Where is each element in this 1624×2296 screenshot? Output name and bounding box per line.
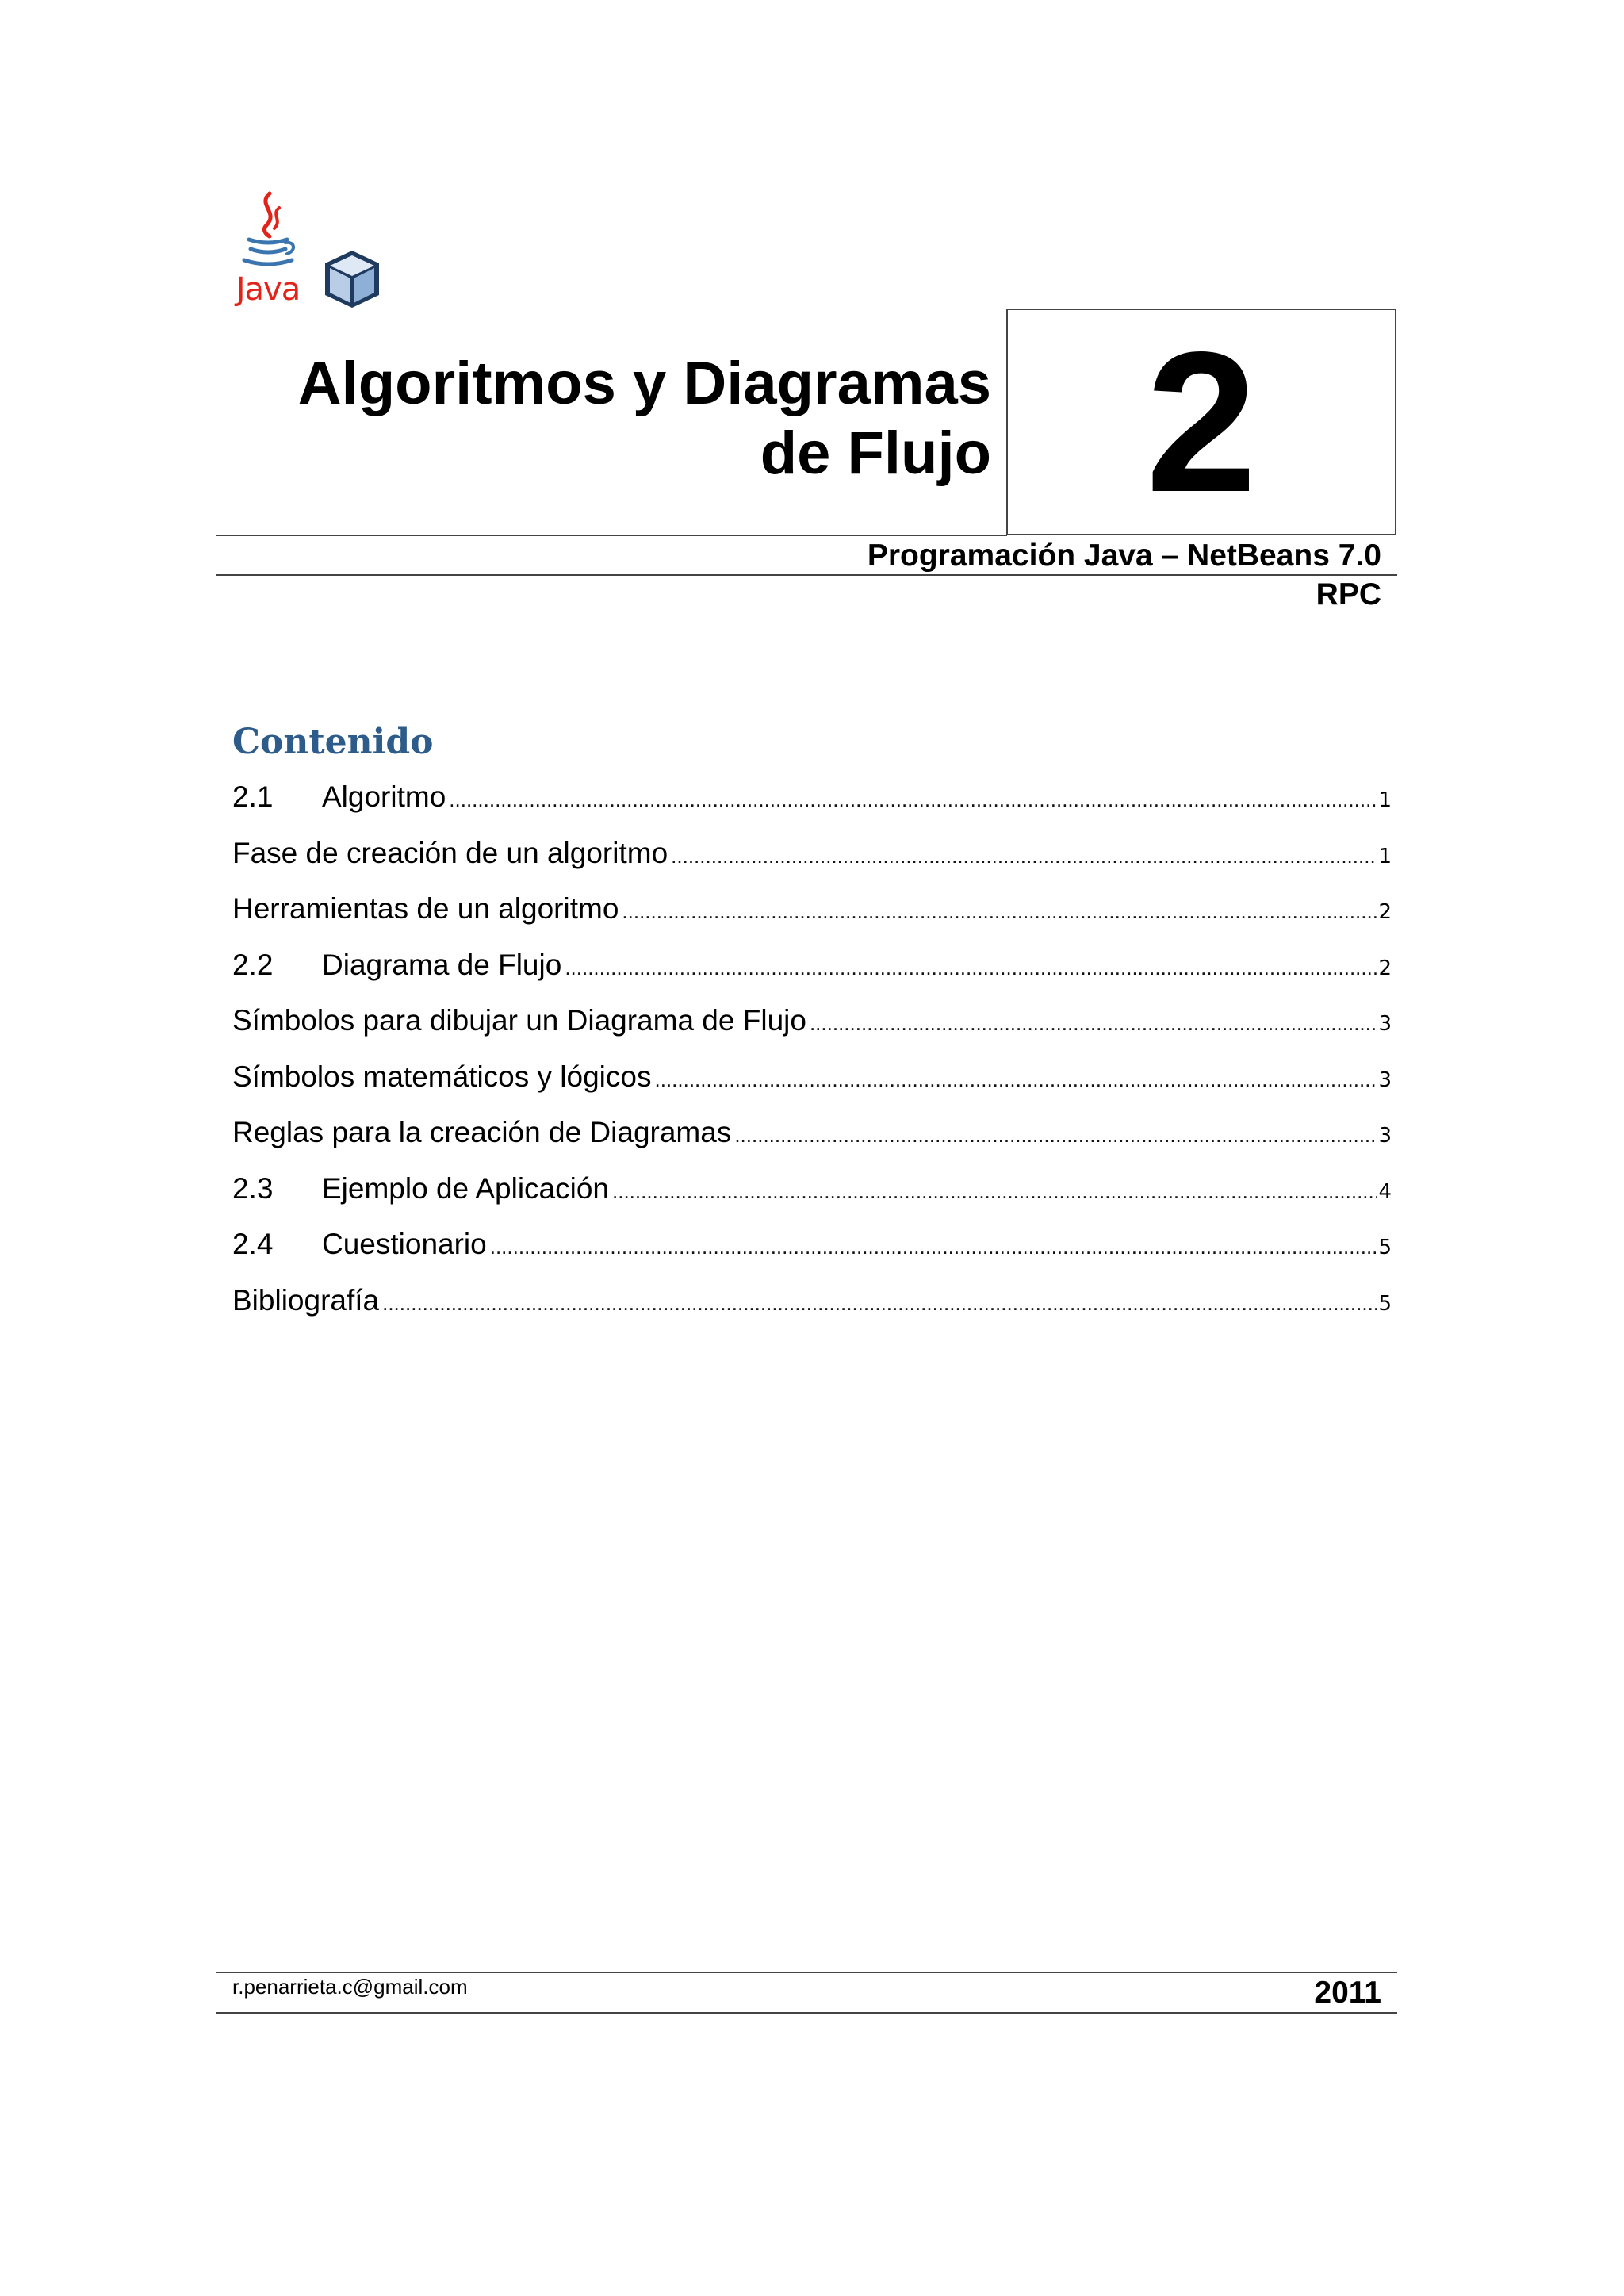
header-rule-top	[216, 535, 1007, 536]
java-coffee-cup-icon	[235, 190, 301, 273]
toc-dot-leader	[490, 1223, 1377, 1271]
footer-rule-bottom	[216, 2012, 1397, 2014]
toc-entry-number: 2.1	[232, 780, 274, 813]
toc-entry-page: 4	[1378, 1179, 1392, 1204]
toc-dot-leader	[810, 999, 1377, 1047]
toc-dot-leader	[612, 1167, 1377, 1215]
toc-entry-title: Reglas para la creación de Diagramas	[232, 1116, 732, 1148]
toc-entry-title: Ejemplo de Aplicación	[322, 1171, 609, 1205]
toc-entry-page: 2	[1378, 900, 1392, 924]
course-subtitle: Programación Java – NetBeans 7.0	[867, 539, 1381, 573]
toc-entry-page: 2	[1378, 956, 1392, 980]
header-rule-bottom	[216, 574, 1397, 576]
toc-dot-leader	[671, 832, 1377, 880]
toc-entry[interactable]	[232, 997, 1392, 1053]
chapter-title-line-2: de Flujo	[760, 420, 991, 487]
toc-entry-page: 5	[1378, 1236, 1392, 1259]
netbeans-logo	[320, 247, 384, 311]
toc-entry-title: Fase de creación de un algoritmo	[232, 836, 668, 869]
chapter-number: 2	[1145, 311, 1258, 534]
toc-dot-leader	[654, 1056, 1377, 1103]
toc-dot-leader	[565, 944, 1377, 991]
toc-entry-title: Cuestionario	[322, 1228, 487, 1260]
chapter-number-box	[1006, 309, 1396, 535]
toc-entry-number: 2.4	[232, 1228, 274, 1260]
toc-entry[interactable]	[232, 1109, 1392, 1165]
table-of-contents	[232, 773, 1392, 1332]
chapter-title-line-1: Algoritmos y Diagramas	[297, 350, 991, 417]
footer-email: r.penarrieta.c@gmail.com	[232, 1975, 468, 1999]
toc-entry-title: Herramientas de un algoritmo	[232, 892, 619, 925]
toc-dot-leader	[449, 776, 1377, 823]
toc-entry[interactable]	[232, 1165, 1392, 1221]
toc-entry-title: Diagrama de Flujo	[322, 948, 562, 981]
toc-entry[interactable]	[232, 1277, 1392, 1333]
toc-entry-page: 3	[1378, 1124, 1392, 1148]
java-logo	[235, 190, 301, 312]
footer-year: 2011	[1314, 1976, 1381, 2010]
toc-entry-title: Algoritmo	[322, 780, 446, 813]
toc-entry[interactable]	[232, 1053, 1392, 1110]
footer-rule-top	[216, 1972, 1397, 1973]
netbeans-cube-icon	[320, 247, 384, 311]
chapter-title	[298, 349, 991, 489]
toc-entry[interactable]	[232, 1221, 1392, 1277]
java-logo-text: Java	[236, 271, 301, 308]
toc-entry-number: 2.3	[232, 1171, 274, 1205]
toc-entry-page: 1	[1378, 844, 1392, 868]
toc-dot-leader	[734, 1111, 1377, 1159]
toc-dot-leader	[622, 887, 1377, 935]
toc-entry-page: 3	[1378, 1068, 1392, 1092]
toc-entry[interactable]	[232, 941, 1392, 998]
toc-entry-number: 2.2	[232, 948, 274, 981]
toc-entry-page: 5	[1378, 1291, 1392, 1316]
toc-dot-leader	[382, 1279, 1377, 1327]
toc-entry[interactable]	[232, 885, 1392, 941]
toc-entry-title: Símbolos para dibujar un Diagrama de Flujo	[232, 1004, 806, 1037]
course-code: RPC	[1316, 577, 1381, 611]
toc-entry[interactable]	[232, 773, 1392, 830]
toc-entry-title: Bibliografía	[232, 1283, 380, 1317]
toc-entry-page: 3	[1378, 1012, 1392, 1036]
toc-entry-page: 1	[1378, 788, 1392, 812]
toc-entry-title: Símbolos matemáticos y lógicos	[232, 1060, 652, 1093]
toc-heading: Contenido	[232, 722, 434, 762]
toc-entry[interactable]	[232, 830, 1392, 886]
